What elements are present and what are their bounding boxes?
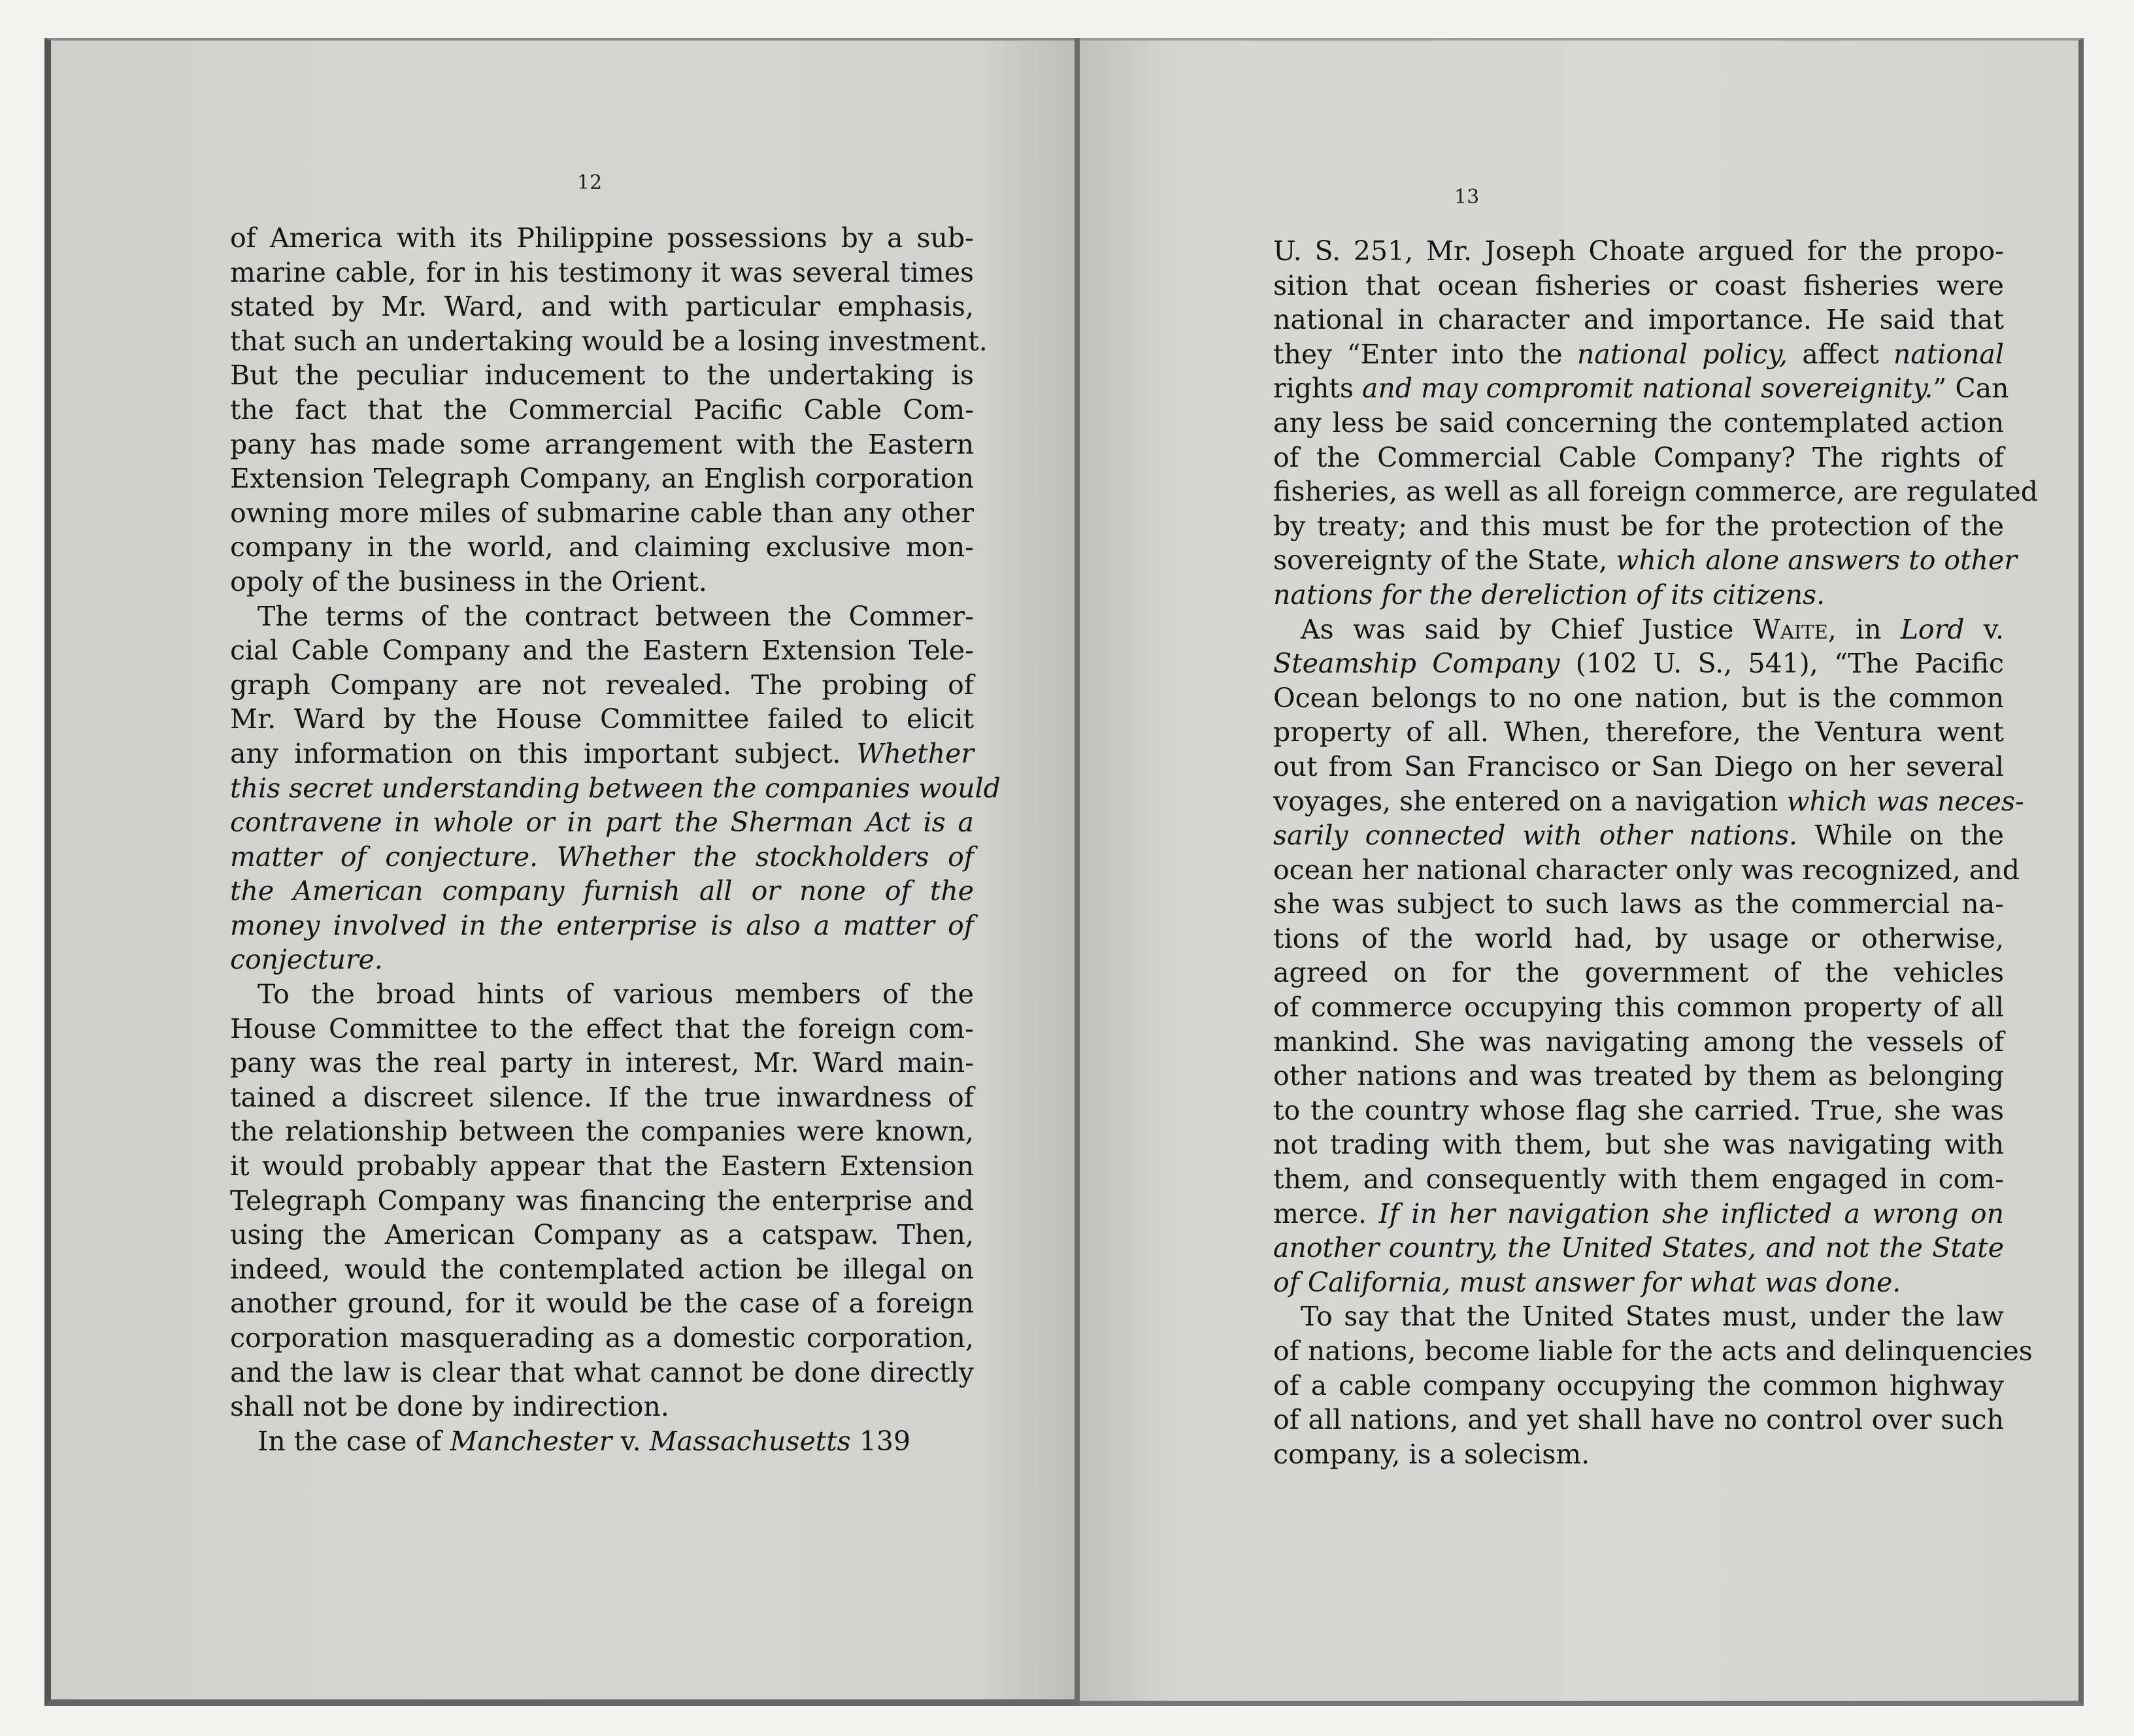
text-line — [1273, 578, 2004, 612]
text-line — [1273, 303, 2004, 337]
text-line — [1273, 715, 2004, 750]
text-line — [230, 1046, 974, 1080]
text-run: Telegraph Company was financing the enterprise and — [230, 1184, 974, 1216]
italic-text: national — [1893, 338, 2005, 370]
text-line — [230, 599, 974, 634]
text-line — [1273, 1093, 2004, 1128]
italic-text: money involved in the enterprise is also a matter of — [230, 909, 974, 941]
italic-text: Manchester — [450, 1425, 612, 1457]
text-run: As was said by Chief Justice — [1301, 613, 1753, 645]
text-line — [1273, 406, 2004, 441]
text-run: graph Company are not revealed. The probing of — [230, 669, 974, 701]
text-line — [1273, 543, 2017, 578]
text-run: , in — [1827, 613, 1901, 645]
text-line — [1273, 441, 2004, 475]
text-run: rights — [1273, 373, 1362, 405]
text-line — [1273, 1162, 2004, 1197]
text-line — [1273, 371, 2009, 406]
page-body-text — [1273, 234, 2038, 1471]
text-run: agreed on for the government of the vehicles — [1273, 957, 2004, 989]
text-line — [230, 290, 974, 324]
text-run: merce. — [1273, 1197, 1379, 1229]
text-run: company, is a solecism. — [1273, 1438, 1590, 1470]
text-run: of America with its Philippine possessions by a sub- — [230, 222, 974, 254]
italic-text: If in her navigation she inflicted a wrong on — [1378, 1197, 2004, 1229]
text-line — [1273, 853, 2020, 888]
text-run: property of all. When, therefore, the Ventura went — [1273, 716, 2004, 748]
text-line — [230, 1390, 974, 1424]
text-line — [230, 909, 974, 943]
text-line — [230, 358, 974, 393]
text-run: company in the world, and claiming exclusive mon- — [230, 531, 974, 563]
text-run: pany has made some arrangement with the Eastern — [230, 428, 974, 460]
text-line — [230, 702, 974, 737]
text-line — [1273, 509, 2004, 544]
text-line — [230, 256, 974, 290]
text-run: of a cable company occupying the common highway — [1273, 1369, 2004, 1401]
text-run: v. — [1964, 613, 2004, 645]
text-run: mankind. She was navigating among the vessels of — [1273, 1026, 2004, 1058]
text-run: of the Commercial Cable Company? The rights of — [1273, 441, 2004, 473]
text-run: using the American Company as a catspaw. Then, — [230, 1219, 974, 1251]
italic-text: Lord — [1900, 613, 1965, 645]
text-line — [230, 1080, 974, 1115]
text-run: The terms of the contract between the Commer- — [258, 600, 974, 632]
text-line — [230, 1114, 974, 1149]
page-number: 12 — [577, 171, 603, 194]
text-line — [1273, 1059, 2004, 1093]
text-line — [1273, 1265, 2004, 1300]
text-line — [1273, 1299, 2004, 1334]
text-run: But the peculiar inducement to the undertaking is — [230, 359, 974, 392]
italic-text: nations for the dereliction of its citizens. — [1273, 578, 1826, 610]
text-run: (102 U. S., 541), “The Pacific — [1559, 648, 2004, 680]
text-run: House Committee to the effect that the foreign com- — [230, 1012, 974, 1044]
text-line — [1273, 922, 2004, 956]
text-line — [230, 1252, 974, 1287]
text-line — [230, 633, 974, 668]
text-line — [230, 737, 974, 771]
page-number: 13 — [1454, 186, 1480, 209]
text-line — [230, 943, 974, 977]
text-run: the relationship between the companies were known, — [230, 1116, 974, 1148]
text-run: tions of the world had, by usage or otherwise, — [1273, 922, 2004, 954]
text-line — [230, 1286, 974, 1321]
italic-text: matter of conjecture. Whether the stockholders of — [230, 841, 974, 873]
text-line — [230, 393, 974, 427]
text-run: of commerce occupying this common property of all — [1273, 992, 2004, 1024]
text-run: sovereignty of the State, — [1273, 544, 1616, 576]
text-line — [1273, 681, 2004, 716]
text-run: by treaty; and this must be for the protection of the — [1273, 510, 2004, 542]
text-run: of all nations, and yet shall have no control over such — [1273, 1404, 2004, 1436]
left-page — [44, 38, 1077, 1706]
text-run: Ocean belongs to no one nation, but is the common — [1273, 682, 2004, 714]
text-line — [230, 668, 974, 703]
text-run: that such an undertaking would be a losing investment. — [230, 325, 988, 357]
page-body-text — [230, 221, 1001, 1458]
text-line — [1273, 646, 2004, 681]
text-line — [230, 565, 974, 599]
text-run: To the broad hints of various members of the — [258, 978, 974, 1010]
italic-text: Steamship Company — [1273, 648, 1560, 680]
text-line — [230, 1012, 974, 1046]
text-run: not trading with them, but she was navigating with — [1273, 1129, 2004, 1161]
text-run: any less be said concerning the contemplated action — [1273, 407, 2004, 439]
text-line — [230, 530, 974, 565]
text-run: ocean her national character only was recognized, and — [1273, 854, 2020, 886]
text-line — [1273, 269, 2004, 303]
text-run: shall not be done by indirection. — [230, 1391, 669, 1423]
text-line — [230, 1149, 974, 1184]
text-run: 139 — [850, 1425, 911, 1457]
text-run: indeed, would the contemplated action be illegal on — [230, 1253, 974, 1285]
text-line — [1273, 750, 2004, 784]
italic-text: conjecture. — [230, 944, 383, 976]
text-run: they “Enter into the — [1273, 338, 1577, 370]
text-line — [1273, 612, 2004, 647]
text-line — [1273, 1025, 2004, 1060]
text-line — [230, 805, 974, 840]
text-run: tained a discreet silence. If the true inwardness of — [230, 1081, 974, 1113]
text-line — [1273, 1197, 2004, 1231]
italic-text: another country, the United States, and not the State — [1273, 1232, 2004, 1264]
text-line — [1273, 956, 2004, 990]
text-run: to the country whose flag she carried. True, she was — [1273, 1094, 2004, 1126]
italic-text: this secret understanding between the companies would — [230, 772, 1001, 804]
text-line — [230, 1356, 974, 1390]
italic-text: sarily connected with other nations. — [1273, 820, 1798, 852]
text-line — [230, 496, 974, 531]
small-caps-text: Waite — [1752, 613, 1828, 645]
text-run: any information on this important subject. — [230, 737, 857, 769]
text-run: national in character and importance. He said that — [1273, 304, 2004, 336]
text-line — [230, 840, 974, 875]
text-line — [1273, 818, 2004, 853]
text-line — [230, 461, 974, 496]
italic-text: national policy, — [1576, 338, 1788, 370]
text-line — [230, 427, 974, 462]
text-run: corporation masquerading as a domestic corporation, — [230, 1322, 974, 1354]
text-run: While on the — [1797, 820, 2004, 852]
text-line — [1273, 784, 2024, 819]
italic-text: the American company furnish all or none of the — [230, 875, 974, 907]
text-line — [1273, 887, 2004, 922]
text-line — [230, 1218, 974, 1252]
text-run: Mr. Ward by the House Committee failed to elicit — [230, 703, 974, 735]
text-run: Extension Telegraph Company, an English corporation — [230, 463, 974, 495]
italic-text: Whether — [856, 737, 974, 769]
right-page — [1077, 38, 2084, 1706]
text-line — [1273, 234, 2004, 269]
text-line — [230, 977, 974, 1012]
text-line — [230, 1424, 974, 1459]
text-run: opoly of the business in the Orient. — [230, 565, 707, 597]
text-run: other nations and was treated by them as belonging — [1273, 1060, 2004, 1092]
text-run: v. — [612, 1425, 650, 1457]
text-run: the fact that the Commercial Pacific Cable Com- — [230, 393, 974, 426]
text-line — [230, 771, 1001, 806]
italic-text: which alone answers to other — [1616, 544, 2017, 576]
text-run: it would probably appear that the Eastern Extension — [230, 1150, 974, 1182]
text-run: In the case of — [258, 1425, 450, 1457]
text-run: and the law is clear that what cannot be done directly — [230, 1356, 974, 1388]
text-run: sition that ocean fisheries or coast fisheries were — [1273, 269, 2004, 301]
text-run: voyages, she entered on a navigation — [1273, 785, 1787, 817]
text-run: U. S. 251, Mr. Joseph Choate argued for the propo- — [1273, 235, 2004, 267]
text-run: To say that the United States must, under the law — [1301, 1301, 2004, 1333]
text-line — [1273, 1231, 2004, 1265]
text-line — [230, 1184, 974, 1218]
text-run: owning more miles of submarine cable than any other — [230, 497, 974, 529]
text-line — [1273, 337, 2004, 372]
text-line — [230, 324, 988, 359]
text-line — [1273, 1403, 2004, 1437]
text-run: pany was the real party in interest, Mr. Ward main- — [230, 1047, 974, 1079]
book-gutter — [1075, 38, 1080, 1706]
text-run: out from San Francisco or San Diego on her several — [1273, 750, 2004, 782]
text-line — [230, 874, 974, 909]
text-run: of nations, become liable for the acts and delinquencies — [1273, 1335, 2033, 1367]
book-spread — [44, 38, 2084, 1706]
text-run: ” Can — [1933, 373, 2009, 405]
text-run: she was subject to such laws as the commercial na- — [1273, 888, 2004, 920]
text-line — [1273, 1369, 2004, 1403]
italic-text: contravene in whole or in part the Sherman Act is a — [230, 807, 974, 839]
text-run: affect — [1788, 338, 1893, 370]
text-line — [1273, 1127, 2004, 1162]
text-line — [1273, 1334, 2033, 1369]
text-run: another ground, for it would be the case of a foreign — [230, 1288, 974, 1320]
italic-text: and may compromit national sovereignity. — [1361, 373, 1933, 405]
text-run: marine cable, for in his testimony it was several times — [230, 256, 974, 288]
text-line — [1273, 990, 2004, 1025]
text-line — [1273, 475, 2038, 509]
text-run: stated by Mr. Ward, and with particular emphasis, — [230, 291, 974, 323]
italic-text: which was neces- — [1786, 785, 2024, 817]
text-run: fisheries, as well as all foreign commerce, are regulated — [1273, 476, 2038, 508]
italic-text: Massachusetts — [649, 1425, 851, 1457]
text-line — [230, 221, 974, 256]
text-run: them, and consequently with them engaged in com- — [1273, 1163, 2004, 1195]
text-run: cial Cable Company and the Eastern Extension Tele- — [230, 635, 974, 667]
text-line — [1273, 1437, 2004, 1472]
text-line — [230, 1321, 974, 1356]
italic-text: of California, must answer for what was done. — [1273, 1266, 1901, 1298]
